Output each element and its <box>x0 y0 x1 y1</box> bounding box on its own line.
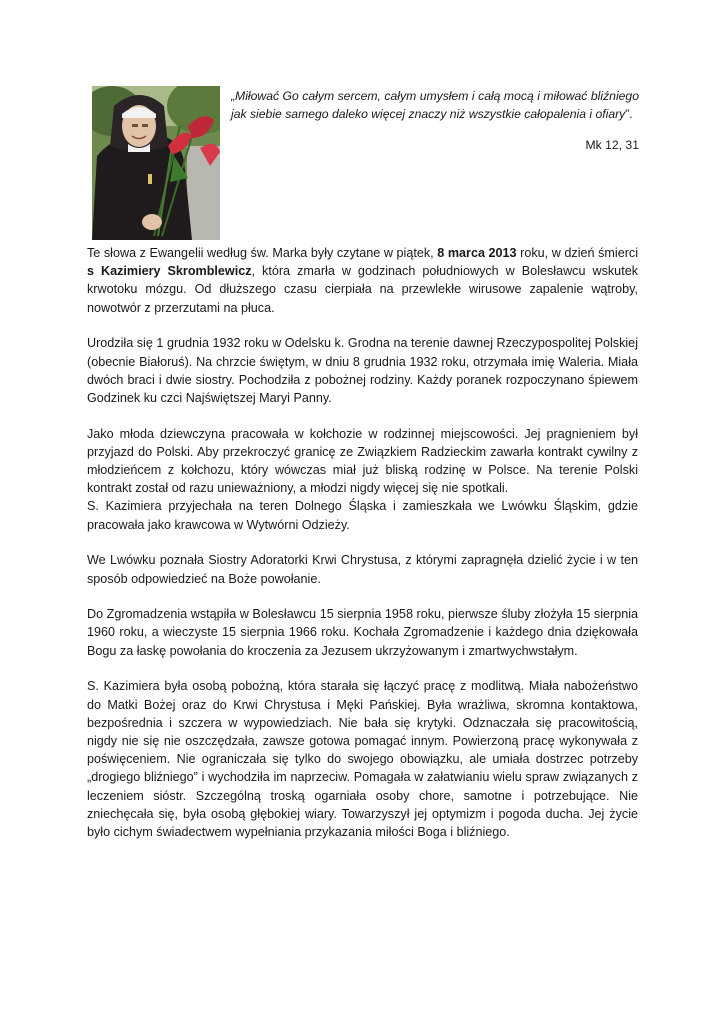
character-paragraph: S. Kazimiera była osobą pobożną, która starała się łączyć pracę z modlitwą. Miała nabożeństwo do Matki Bożej oraz do Krwi Chrystusa i Męki Pańskiej. Była wrażliwa, skromna kontaktowa, bezpośrednia i szczera w wypowiedziach. Nie bała się krytyki. Odznaczała się pracowitością, nigdy nie się nie oszczędzała, zawsze gotowa pomagać innym. Powierzoną pracę wykonywała z poświęceniem. Nie ograniczała się tylko do swojego obowiązku, ale umiała dostrzec potrzeby „drogiego bliźniego” i wychodziła im naprzeciw. Pomagała w załatwianiu wielu spraw związanych z leczeniem sióstr. Szczególną troską ogarniała osoby chore, samotne i potrzebujące. Nie zniechęcała się, była osobą głębokiej wiary. Towarzyszył jej optymizm i pogoda ducha. Jej życie było cichym świadectwem wypełniania przykazania miłości Boga i bliźniego. <box>87 679 638 839</box>
birth-paragraph: Urodziła się 1 grudnia 1932 roku w Odelsku k. Grodna na terenie dawnej Rzeczypospolitej Polskiej (obecnie Białoruś). Na chrzcie świętym, w dniu 8 grudnia 1932 roku, otrzymała imię Waleria. Miała dwóch braci i dwie siostry. Pochodziła z pobożnej rodziny. Każdy poranek rozpoczynano śpiewem Godzinek ku czci Najświętszej Maryi Panny. <box>87 336 638 405</box>
death-date: 8 marca 2013 <box>437 246 517 260</box>
quote-close: ”. <box>625 107 633 121</box>
scripture-quote <box>231 87 639 123</box>
lwowek-paragraph: We Lwówku poznała Siostry Adoratorki Krwi Chrystusa, z którymi zapragnęła dzielić życie i w ten sposób odpowiedzieć na Boże powołanie. <box>87 553 638 586</box>
quote-text: „Miłować Go całym sercem, całym umysłem i całą mocą i miłować bliźniego jak siebie samego daleko więcej znaczy niż wszystkie całopalenia i ofiary <box>231 89 639 121</box>
congregation-paragraph: Do Zgromadzenia wstąpiła w Bolesławcu 15 sierpnia 1958 roku, pierwsze śluby złożyła 15 sierpnia 1960 roku, a wieczyste 15 sierpnia 1966 roku. Kochała Zgromadzenie i każdego dnia dziękowała Bogu za łaskę powołania do kroczenia za Jezusem ukrzyżowanym i zmartwychwstałym. <box>87 607 638 658</box>
intro-paragraph: Te słowa z Ewangelii według św. Marka były czytane w piątek, 8 marca 2013 roku, w dzień śmierci s Kazimiery Skromblewicz, która zmarła w godzinach południowych w Bolesławcu wskutek krwotoku mózgu. Od dłuższego czasu cierpiała na przewlekłe wirusowe zapalenie wątroby, nowotwór z przerzutami na płuca. <box>87 246 638 315</box>
sister-name: s Kazimiery Skromblewicz <box>87 264 252 279</box>
portrait-nun-with-flowers-icon <box>92 86 220 240</box>
obituary-body <box>87 244 638 859</box>
portrait-photo <box>92 86 220 240</box>
quote-reference: Mk 12, 31 <box>585 138 639 152</box>
youth-paragraph: Jako młoda dziewczyna pracowała w kołchozie w rodzinnej miejscowości. Jej pragnieniem był przyjazd do Polski. Aby przekroczyć granicę ze Związkiem Radzieckim zawarła kontrakt cywilny z młodzieńcem z kołchozu, który wówczas miał już bliską rodzinę w Polsce. Na terenie Polski kontrakt został od razu unieważniony, a młodzi nigdy więcej się nie spotkali. <box>87 426 638 496</box>
silesia-paragraph: S. Kazimiera przyjechała na teren Dolnego Śląska i zamieszkała we Lwówku Śląskim, gdzie pracowała jako krawcowa w Wytwórni Odzieży. <box>87 499 638 532</box>
